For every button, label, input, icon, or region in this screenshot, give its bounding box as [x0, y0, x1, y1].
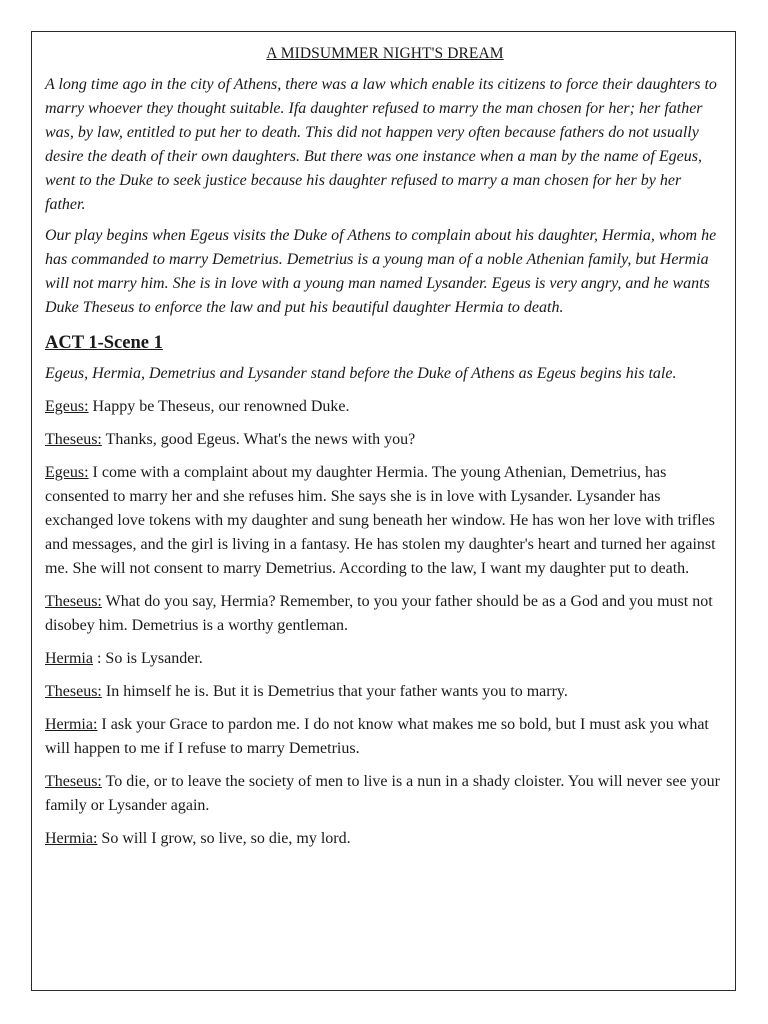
speaker-name: Hermia: [45, 830, 98, 847]
speaker-name: Theseus: [45, 431, 102, 448]
dialogue-text: I ask your Grace to pardon me. I do not know what makes me so bold, but I must ask you what will happen to me if I refuse to marry Demetrius. [45, 716, 709, 757]
act-heading: ACT 1-Scene 1 [45, 333, 163, 353]
dialogue-text: So will I grow, so live, so die, my lord. [97, 830, 351, 847]
speaker-name: Hermia [45, 650, 93, 667]
dialogue-line [45, 590, 725, 638]
dialogue-line [45, 827, 725, 851]
document-body [45, 44, 725, 860]
document-title: A MIDSUMMER NIGHT'S DREAM [266, 45, 504, 62]
intro-paragraph: Our play begins when Egeus visits the Duke of Athens to complain about his daughter, Hermia, whom he has commanded to marry Demetrius. Demetrius is a young man of a noble Athenian family, but Hermia will not marry him. She is in love with a young man named Lysander. Egeus is very angry, and he wants Duke Theseus to enforce the law and put his beautiful daughter Hermia to death. [45, 227, 717, 316]
dialogue-line [45, 647, 725, 671]
dialogue-line [45, 713, 725, 761]
dialogue-text: : So is Lysander. [92, 650, 203, 667]
dialogue-line [45, 461, 725, 581]
stage-direction: Egeus, Hermia, Demetrius and Lysander stand before the Duke of Athens as Egeus begins his tale. [45, 365, 677, 382]
speaker-name: Hermia: [45, 716, 98, 733]
speaker-name: Theseus: [45, 773, 102, 790]
speaker-name: Egeus: [45, 464, 89, 481]
speaker-name: Theseus: [45, 593, 102, 610]
dialogue-line [45, 428, 725, 452]
dialogue-text: Happy be Theseus, our renowned Duke. [88, 398, 350, 415]
intro-paragraph: A long time ago in the city of Athens, there was a law which enable its citizens to force their daughters to marry whoever they thought suitable. Ifa daughter refused to marry the man chosen for her; her father was, by law, entitled to put her to death. This did not happen very often because fathers do not usually desire the death of their own daughters. But there was one instance when a man by the name of Egeus, went to the Duke to seek justice because his daughter refused to marry a man chosen for her by her father. [45, 76, 717, 213]
dialogue-line [45, 680, 725, 704]
speaker-name: Egeus: [45, 398, 89, 415]
dialogue-text: What do you say, Hermia? Remember, to you your father should be as a God and you must not disobey him. Demetrius is a worthy gentleman. [45, 593, 713, 634]
dialogue-line [45, 770, 725, 818]
dialogue-line [45, 395, 725, 419]
dialogue-text: I come with a complaint about my daughter Hermia. The young Athenian, Demetrius, has consented to marry her and she refuses him. She says she is in love with Lysander. Lysander has exchanged love tokens with my daughter and sung beneath her window. He has won her love with trifles and messages, and the girl is living in a fantasy. He has stolen my daughter's heart and turned her against me. She will not consent to marry Demetrius. According to the law, I want my daughter put to death. [45, 464, 716, 577]
dialogue-text: In himself he is. But it is Demetrius that your father wants you to marry. [101, 683, 568, 700]
speaker-name: Theseus: [45, 683, 102, 700]
dialogue-text: Thanks, good Egeus. What's the news with you? [101, 431, 416, 448]
dialogue-text: To die, or to leave the society of men to live is a nun in a shady cloister. You will never see your family or Lysander again. [45, 773, 720, 814]
